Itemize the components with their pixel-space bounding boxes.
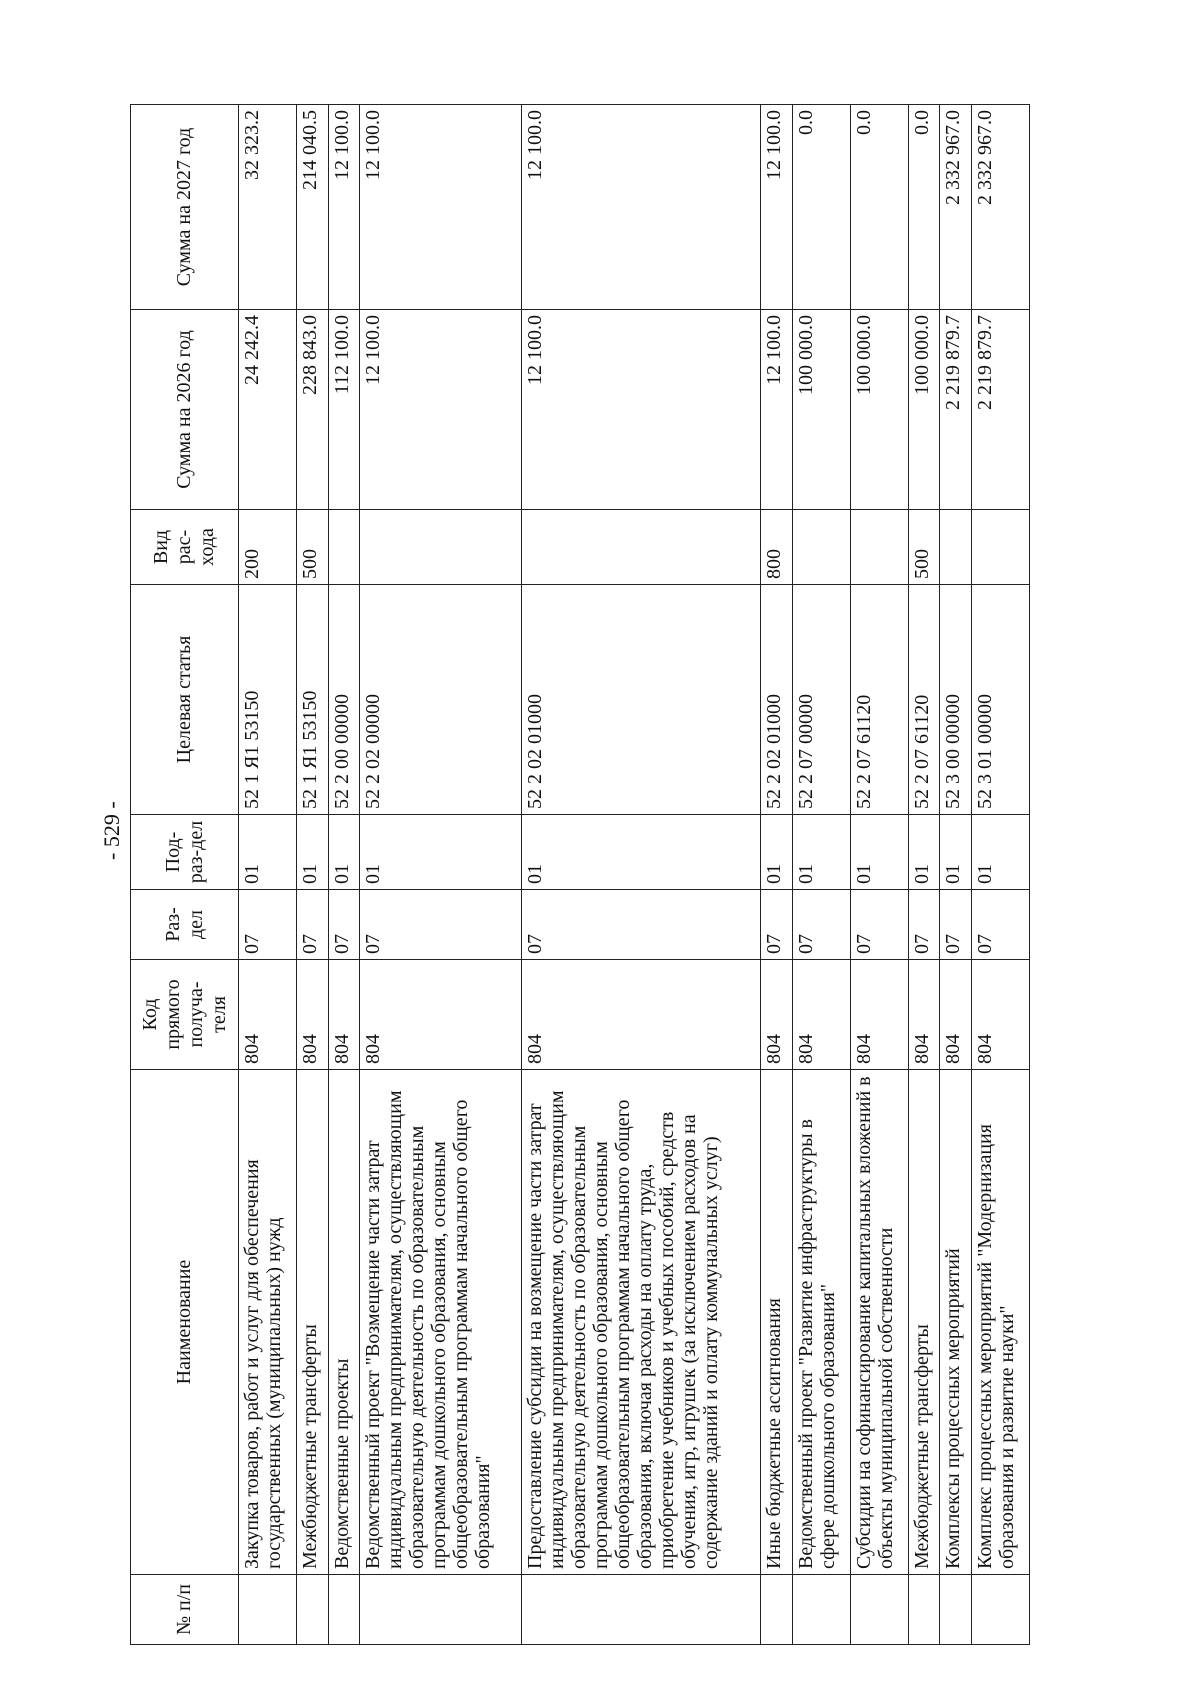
cell-sum2026: 112 100.0 xyxy=(328,310,360,510)
cell-cel: 52 2 02 01000 xyxy=(521,585,760,815)
table-body xyxy=(239,105,1030,1645)
cell-razdel: 07 xyxy=(521,890,760,960)
cell-kod: 804 xyxy=(328,960,360,1070)
header-sum2027: Сумма на 2027 год xyxy=(131,105,239,310)
cell-razdel: 07 xyxy=(908,890,940,960)
cell-podrazdel: 01 xyxy=(296,815,328,890)
cell-kod: 804 xyxy=(972,960,1030,1070)
cell-cel: 52 3 01 00000 xyxy=(972,585,1030,815)
cell-no xyxy=(521,1575,760,1645)
cell-podrazdel: 01 xyxy=(328,815,360,890)
cell-kod: 804 xyxy=(521,960,760,1070)
cell-sum2027: 0.0 xyxy=(908,105,940,310)
table-row xyxy=(972,105,1030,1645)
cell-vid xyxy=(850,510,908,585)
cell-sum2026: 2 219 879.7 xyxy=(972,310,1030,510)
cell-no xyxy=(793,1575,851,1645)
page-number: - 529 - xyxy=(99,801,124,860)
cell-cel: 52 2 02 01000 xyxy=(761,585,793,815)
cell-sum2026: 228 843.0 xyxy=(296,310,328,510)
cell-no xyxy=(940,1575,972,1645)
cell-sum2026: 12 100.0 xyxy=(521,310,760,510)
table-row xyxy=(793,105,851,1645)
cell-razdel: 07 xyxy=(328,890,360,960)
cell-name: Межбюджетные трансферты xyxy=(908,1070,940,1575)
cell-cel: 52 1 Я1 53150 xyxy=(296,585,328,815)
cell-vid: 800 xyxy=(761,510,793,585)
cell-name: Комплекс процессных мероприятий "Модернизация образования и развитие науки" xyxy=(972,1070,1030,1575)
cell-razdel: 07 xyxy=(793,890,851,960)
cell-sum2027: 0.0 xyxy=(850,105,908,310)
cell-sum2027: 214 040.5 xyxy=(296,105,328,310)
cell-kod: 804 xyxy=(761,960,793,1070)
table-row xyxy=(328,105,360,1645)
cell-vid: 200 xyxy=(239,510,297,585)
cell-vid: 500 xyxy=(296,510,328,585)
cell-sum2027: 12 100.0 xyxy=(360,105,522,310)
cell-sum2027: 12 100.0 xyxy=(761,105,793,310)
cell-name: Иные бюджетные ассигнования xyxy=(761,1070,793,1575)
header-cel: Целевая статья xyxy=(131,585,239,815)
cell-sum2026: 100 000.0 xyxy=(850,310,908,510)
table-row xyxy=(296,105,328,1645)
table-row xyxy=(761,105,793,1645)
cell-vid xyxy=(360,510,522,585)
table-header-row xyxy=(131,105,239,1645)
cell-name: Субсидии на софинансирование капитальных вложений в объекты муниципальной собственности xyxy=(850,1070,908,1575)
table-row xyxy=(940,105,972,1645)
header-razdel: Раз-дел xyxy=(131,890,239,960)
cell-cel: 52 2 07 00000 xyxy=(793,585,851,815)
cell-no xyxy=(296,1575,328,1645)
cell-sum2026: 24 242.4 xyxy=(239,310,297,510)
header-podrazdel: Под-раз-дел xyxy=(131,815,239,890)
cell-cel: 52 2 07 61120 xyxy=(908,585,940,815)
budget-table-container xyxy=(130,105,1030,1645)
cell-vid xyxy=(793,510,851,585)
cell-podrazdel: 01 xyxy=(239,815,297,890)
cell-sum2027: 2 332 967.0 xyxy=(940,105,972,310)
cell-sum2026: 12 100.0 xyxy=(761,310,793,510)
cell-razdel: 07 xyxy=(972,890,1030,960)
cell-vid xyxy=(328,510,360,585)
cell-sum2026: 12 100.0 xyxy=(360,310,522,510)
cell-no xyxy=(850,1575,908,1645)
cell-name: Ведомственный проект "Развитие инфраструктуры в сфере дошкольного образования" xyxy=(793,1070,851,1575)
cell-kod: 804 xyxy=(360,960,522,1070)
cell-name: Комплексы процессных мероприятий xyxy=(940,1070,972,1575)
cell-cel: 52 2 07 61120 xyxy=(850,585,908,815)
header-name: Наименование xyxy=(131,1070,239,1575)
cell-podrazdel: 01 xyxy=(908,815,940,890)
cell-razdel: 07 xyxy=(761,890,793,960)
cell-no xyxy=(972,1575,1030,1645)
table-row xyxy=(850,105,908,1645)
cell-kod: 804 xyxy=(239,960,297,1070)
cell-no xyxy=(239,1575,297,1645)
cell-podrazdel: 01 xyxy=(850,815,908,890)
cell-kod: 804 xyxy=(793,960,851,1070)
cell-cel: 52 1 Я1 53150 xyxy=(239,585,297,815)
cell-podrazdel: 01 xyxy=(793,815,851,890)
cell-sum2027: 12 100.0 xyxy=(521,105,760,310)
cell-vid xyxy=(940,510,972,585)
cell-razdel: 07 xyxy=(940,890,972,960)
cell-vid xyxy=(521,510,760,585)
cell-name: Ведомственный проект "Возмещение части затрат индивидуальным предпринимателям, осуществляющим образовательную деятельность по образовательным программам дошкольного образования, основным общеобразовательным программам начального общего образования" xyxy=(360,1070,522,1575)
cell-sum2026: 100 000.0 xyxy=(793,310,851,510)
cell-no xyxy=(908,1575,940,1645)
cell-podrazdel: 01 xyxy=(972,815,1030,890)
header-vid: Вид рас-хода xyxy=(131,510,239,585)
cell-cel: 52 3 00 00000 xyxy=(940,585,972,815)
cell-name: Предоставление субсидии на возмещение части затрат индивидуальным предпринимателям, осуществляющим образовательную деятельность по образовательным программам дошкольного образования, основным общеобразовательным программам начального общего образования, включая расходы на оплату труда, приобретение учебников и учебных пособий, средств обучения, игр, игрушек (за исключением расходов на содержание зданий и оплату коммунальных услуг) xyxy=(521,1070,760,1575)
table-row xyxy=(239,105,297,1645)
cell-kod: 804 xyxy=(296,960,328,1070)
cell-no xyxy=(761,1575,793,1645)
table-row xyxy=(908,105,940,1645)
cell-sum2027: 12 100.0 xyxy=(328,105,360,310)
cell-no xyxy=(360,1575,522,1645)
cell-razdel: 07 xyxy=(850,890,908,960)
cell-razdel: 07 xyxy=(296,890,328,960)
cell-kod: 804 xyxy=(940,960,972,1070)
cell-kod: 804 xyxy=(850,960,908,1070)
cell-razdel: 07 xyxy=(360,890,522,960)
cell-no xyxy=(328,1575,360,1645)
cell-sum2026: 100 000.0 xyxy=(908,310,940,510)
cell-cel: 52 2 02 00000 xyxy=(360,585,522,815)
cell-name: Закупка товаров, работ и услуг для обеспечения государственных (муниципальных) нужд xyxy=(239,1070,297,1575)
cell-podrazdel: 01 xyxy=(761,815,793,890)
cell-podrazdel: 01 xyxy=(521,815,760,890)
cell-sum2027: 2 332 967.0 xyxy=(972,105,1030,310)
cell-vid: 500 xyxy=(908,510,940,585)
cell-name: Ведомственные проекты xyxy=(328,1070,360,1575)
cell-podrazdel: 01 xyxy=(940,815,972,890)
table-row xyxy=(521,105,760,1645)
cell-kod: 804 xyxy=(908,960,940,1070)
header-kod: Код прямого получа-теля xyxy=(131,960,239,1070)
cell-razdel: 07 xyxy=(239,890,297,960)
table-row xyxy=(360,105,522,1645)
cell-cel: 52 2 00 00000 xyxy=(328,585,360,815)
cell-sum2027: 32 323.2 xyxy=(239,105,297,310)
header-no: № п/п xyxy=(131,1575,239,1645)
budget-table xyxy=(130,104,1030,1645)
cell-sum2026: 2 219 879.7 xyxy=(940,310,972,510)
header-sum2026: Сумма на 2026 год xyxy=(131,310,239,510)
cell-vid xyxy=(972,510,1030,585)
cell-sum2027: 0.0 xyxy=(793,105,851,310)
cell-name: Межбюджетные трансферты xyxy=(296,1070,328,1575)
cell-podrazdel: 01 xyxy=(360,815,522,890)
